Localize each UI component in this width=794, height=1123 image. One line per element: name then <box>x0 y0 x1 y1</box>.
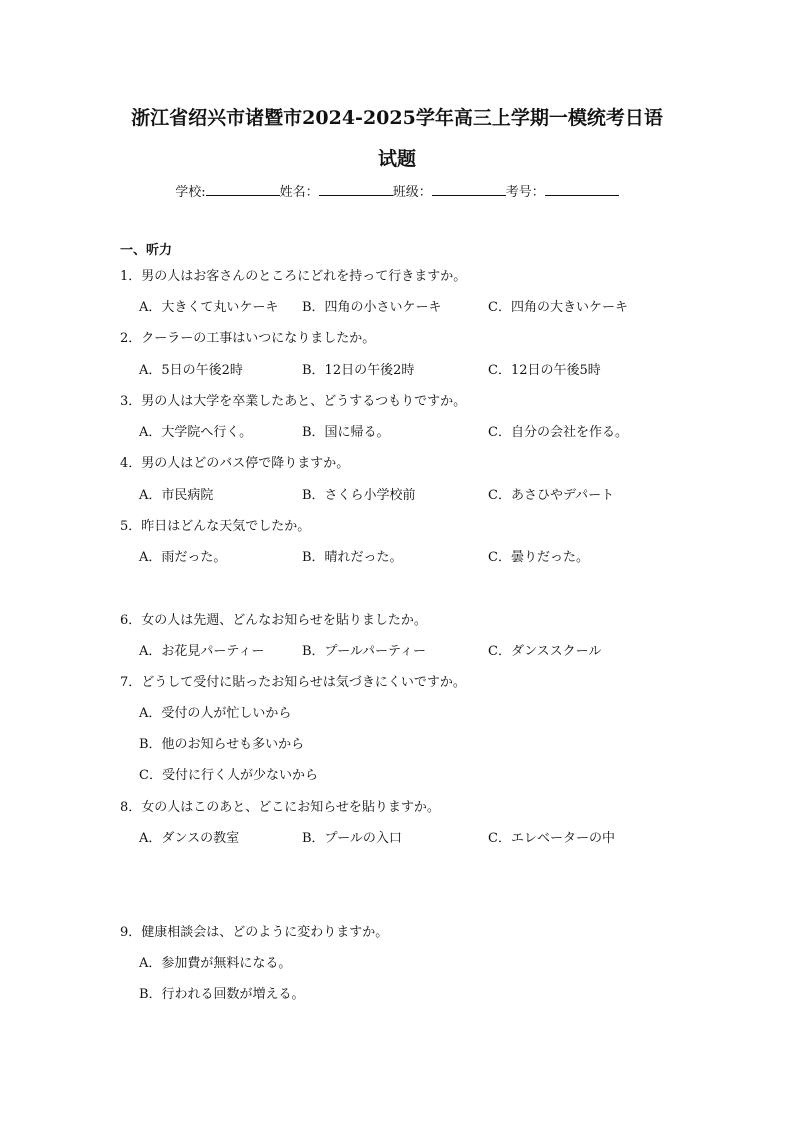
question-8: 8．女の人はこのあと、どこにお知らせを貼りますか。 <box>120 800 440 815</box>
class-label: 班级： <box>392 185 432 200</box>
q1-option-a: A．大きくて丸いケーキ <box>139 300 279 315</box>
number-blank[interactable] <box>545 182 619 196</box>
q9-option-a: A．参加費が無料になる。 <box>139 956 292 971</box>
q5-option-b: B．晴れだった。 <box>302 550 403 565</box>
q3-option-b: B．国に帰る。 <box>302 425 390 440</box>
number-label: 考号： <box>505 185 545 200</box>
question-1: 1．男の人はお客さんのところにどれを持って行きますか。 <box>120 269 467 284</box>
document-title-line1: 浙江省绍兴市诸暨市2024-2025学年高三上学期一模统考日语 <box>131 107 663 129</box>
q6-option-b: B．プールパーティー <box>302 644 426 659</box>
section-heading: 一、听力 <box>120 243 173 258</box>
q7-option-b: B．他のお知らせも多いから <box>139 737 305 752</box>
q4-option-b: B．さくら小学校前 <box>302 488 416 503</box>
student-info-row <box>0 182 794 202</box>
q3-option-a: A．大学院へ行く。 <box>139 425 253 440</box>
name-blank[interactable] <box>319 182 393 196</box>
q4-option-a: A．市民病院 <box>139 488 214 503</box>
question-3: 3．男の人は大学を卒業したあと、どうするつもりですか。 <box>120 394 467 409</box>
question-5: 5．昨日はどんな天気でしたか。 <box>120 519 311 534</box>
q3-option-c: C．自分の会社を作る。 <box>488 425 628 440</box>
q5-option-a: A．雨だった。 <box>139 550 227 565</box>
q6-option-c: C．ダンススクール <box>488 644 602 659</box>
q1-option-c: C．四角の大きいケーキ <box>488 300 628 315</box>
q7-option-c: C．受付に行く人が少ないから <box>139 768 318 783</box>
q5-option-c: C．曇りだった。 <box>488 550 589 565</box>
q1-option-b: B．四角の小さいケーキ <box>302 300 442 315</box>
school-blank[interactable] <box>206 182 280 196</box>
class-blank[interactable] <box>432 182 506 196</box>
q6-option-a: A．お花見パーティー <box>139 644 265 659</box>
question-6: 6．女の人は先週、どんなお知らせを貼りましたか。 <box>120 613 427 628</box>
name-label: 姓名： <box>279 185 319 200</box>
q4-option-c: C．あさひやデパート <box>488 488 615 503</box>
q9-option-b: B．行われる回数が増える。 <box>139 987 305 1002</box>
q8-option-c: C．エレベーターの中 <box>488 831 615 846</box>
question-9: 9．健康相談会は、どのように変わりますか。 <box>120 925 389 940</box>
question-7: 7．どうして受付に貼ったお知らせは気づきにくいですか。 <box>120 675 466 690</box>
question-2: 2．クーラーの工事はいつになりましたか。 <box>120 331 376 346</box>
q8-option-b: B．プールの入口 <box>302 831 402 846</box>
school-label: 学校: <box>175 185 206 200</box>
document-title-line2: 试题 <box>377 148 416 170</box>
q2-option-c: C．12日の午後5時 <box>488 363 601 378</box>
q2-option-a: A．5日の午後2時 <box>139 363 243 378</box>
q7-option-a: A．受付の人が忙しいから <box>139 706 292 721</box>
question-4: 4．男の人はどのバス停で降りますか。 <box>120 456 350 471</box>
q2-option-b: B．12日の午後2時 <box>302 363 415 378</box>
q8-option-a: A．ダンスの教室 <box>139 831 240 846</box>
